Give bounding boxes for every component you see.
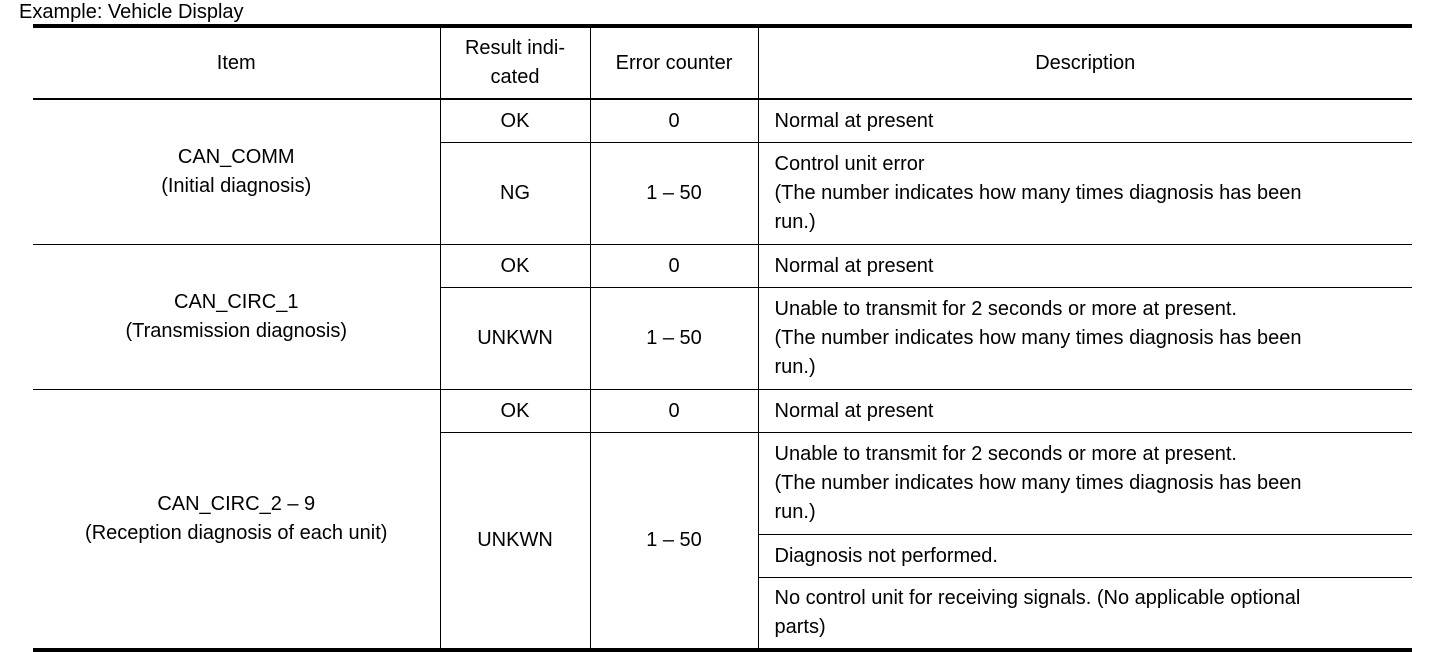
description-cell — [758, 245, 1412, 288]
description-cell — [758, 143, 1412, 245]
item-subtitle: (Reception diagnosis of each unit) — [85, 522, 388, 544]
vehicle-display-table — [33, 24, 1412, 652]
description-line: Diagnosis not performed. — [774, 544, 998, 567]
description-cell — [758, 288, 1412, 390]
header-result-indicated — [440, 26, 590, 99]
description-line: run.) — [774, 501, 816, 523]
description-cell — [758, 433, 1412, 535]
item-name: CAN_CIRC_1 — [174, 291, 299, 313]
result-cell: UNKWN — [440, 433, 590, 651]
result-cell: UNKWN — [440, 288, 590, 390]
item-name: CAN_CIRC_2 – 9 — [157, 493, 316, 515]
header-result-line1: Result indi- — [464, 37, 566, 59]
item-subtitle: (Transmission diagnosis) — [125, 320, 348, 342]
item-subtitle: (Initial diagnosis) — [161, 175, 312, 197]
description-cell — [758, 535, 1412, 578]
description-line: No control unit for receiving signals. (No applicable optional — [774, 587, 1301, 609]
description-line: Normal at present — [774, 109, 934, 132]
result-cell: OK — [440, 245, 590, 288]
description-line: Unable to transmit for 2 seconds or more at present. — [774, 298, 1237, 320]
counter-cell: 0 — [590, 99, 758, 143]
description-cell — [758, 390, 1412, 433]
table-row — [33, 245, 1412, 288]
table-header-row — [33, 26, 1412, 99]
counter-cell: 1 – 50 — [590, 288, 758, 390]
header-error-counter: Error counter — [590, 26, 758, 99]
counter-cell: 0 — [590, 245, 758, 288]
description-line: Unable to transmit for 2 seconds or more at present. — [774, 443, 1237, 465]
description-line: run.) — [774, 356, 816, 378]
table-row — [33, 99, 1412, 143]
description-line: parts) — [774, 616, 826, 638]
description-line: run.) — [774, 211, 816, 233]
description-cell — [758, 578, 1412, 651]
item-cell — [33, 99, 440, 245]
description-line: (The number indicates how many times diagnosis has been — [774, 327, 1302, 349]
item-cell — [33, 390, 440, 651]
counter-cell: 0 — [590, 390, 758, 433]
description-line: (The number indicates how many times diagnosis has been — [774, 472, 1302, 494]
header-result-line2: cated — [490, 66, 540, 88]
counter-cell: 1 – 50 — [590, 143, 758, 245]
result-cell: OK — [440, 99, 590, 143]
result-cell: OK — [440, 390, 590, 433]
item-cell — [33, 245, 440, 390]
table-caption: Example: Vehicle Display — [19, 1, 244, 23]
counter-cell: 1 – 50 — [590, 433, 758, 651]
description-cell — [758, 99, 1412, 143]
description-line: Control unit error — [774, 153, 925, 175]
header-description: Description — [758, 26, 1412, 99]
result-cell: NG — [440, 143, 590, 245]
item-name: CAN_COMM — [177, 146, 295, 168]
description-line: (The number indicates how many times diagnosis has been — [774, 182, 1302, 204]
description-line: Normal at present — [774, 399, 934, 422]
table-row — [33, 390, 1412, 433]
header-item: Item — [33, 26, 440, 99]
description-line: Normal at present — [774, 254, 934, 277]
